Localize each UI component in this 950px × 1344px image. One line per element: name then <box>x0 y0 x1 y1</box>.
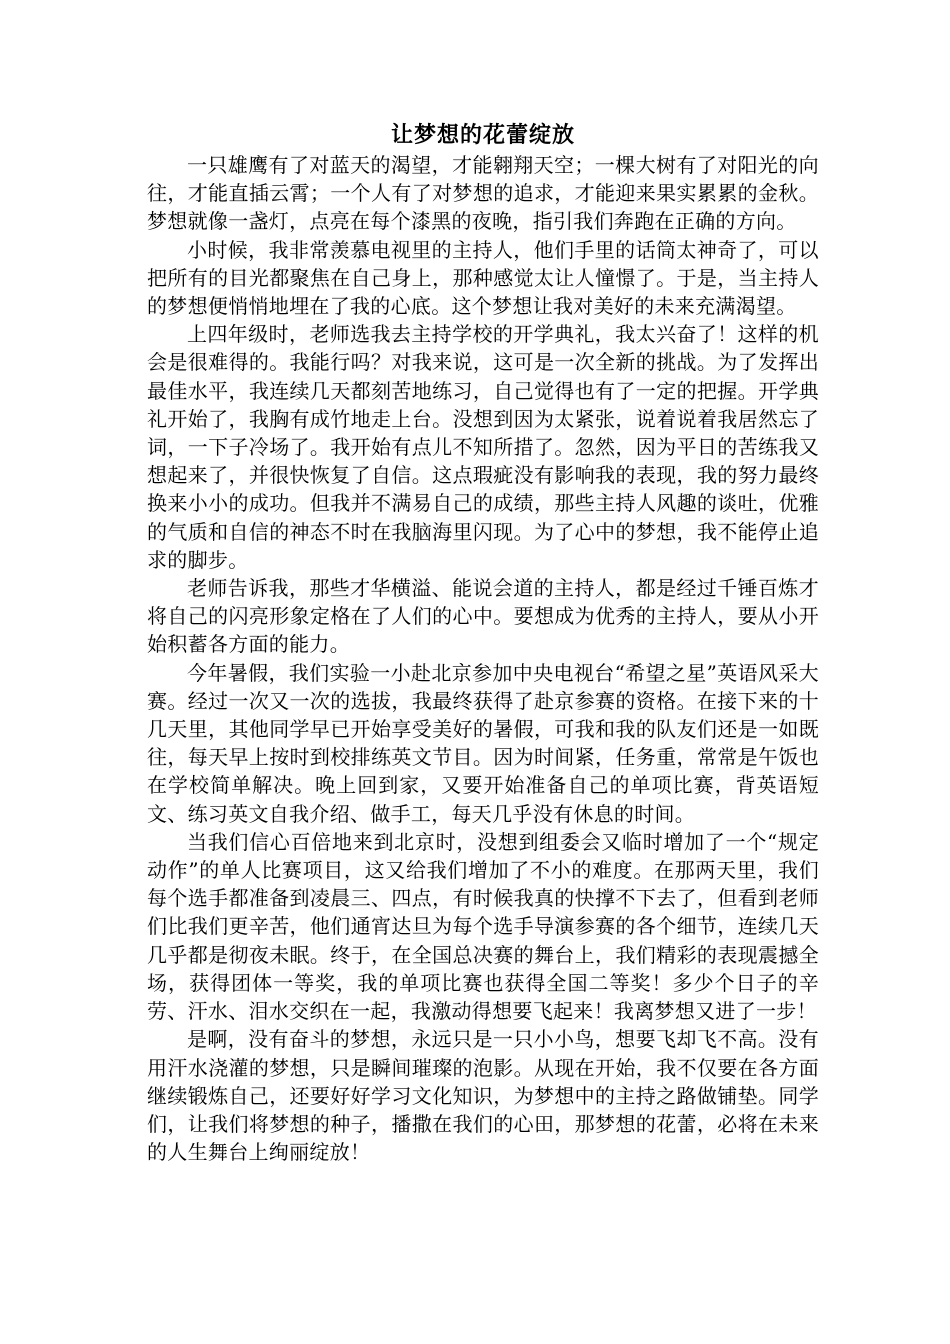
paragraph-1: 一只雄鹰有了对蓝天的渴望，才能翱翔天空；一棵大树有了对阳光的向往，才能直插云霄；一个人有了对梦想的追求，才能迎来果实累累的金秋。梦想就像一盏灯，点亮在每个漆黑的夜晚，指引我们奔跑在正确的方向。 <box>147 153 819 234</box>
document-body <box>147 121 819 1166</box>
paragraph-2: 小时候，我非常羡慕电视里的主持人，他们手里的话筒太神奇了，可以把所有的目光都聚焦在自己身上，那种感觉太让人憧憬了。于是，当主持人的梦想便悄悄地埋在了我的心底。这个梦想让我对美好的未来充满渴望。 <box>147 237 819 319</box>
paragraph-3: 上四年级时，老师选我去主持学校的开学典礼，我太兴奋了！这样的机会是很难得的。我能行吗？对我来说，这可是一次全新的挑战。为了发挥出最佳水平，我连续几天都刻苦地练习，自己觉得也有了一定的把握。开学典礼开始了，我胸有成竹地走上台。没想到因为太紧张，说着说着我居然忘了词，一下子冷场了。我开始有点儿不知所措了。忽然，因为平日的苦练我又想起来了，并很快恢复了自信。这点瑕疵没有影响我的表现，我的努力最终换来小小的成功。但我并不满易自己的成绩，那些主持人风趣的谈吐，优雅的气质和自信的神态不时在我脑海里闪现。为了心中的梦想，我不能停止追求的脚步。 <box>147 322 819 572</box>
paragraph-5: 今年暑假，我们实验一小赴北京参加中央电视台“希望之星”英语风采大赛。经过一次又一次的选拔，我最终获得了赴京参赛的资格。在接下来的十几天里，其他同学早已开始享受美好的暑假，可我和我的队友们还是一如既往，每天早上按时到校排练英文节目。因为时间紧，任务重，常常是午饭也在学校简单解决。晚上回到家，又要开始准备自己的单项比赛，背英语短文、练习英文自我介绍、做手工，每天几乎没有休息的时间。 <box>147 660 819 826</box>
paragraph-7: 是啊，没有奋斗的梦想，永远只是一只小小鸟，想要飞却飞不高。没有用汗水浇灌的梦想，只是瞬间璀璨的泡影。从现在开始，我不仅要在各方面继续锻炼自己，还要好好学习文化知识，为梦想中的主持之路做铺垫。同学们，让我们将梦想的种子，播撒在我们的心田，那梦想的花蕾，必将在未来的人生舞台上绚丽绽放！ <box>147 1027 819 1165</box>
paragraph-4: 老师告诉我，那些才华横溢、能说会道的主持人，都是经过千锤百炼才将自己的闪亮形象定格在了人们的心中。要想成为优秀的主持人，要从小开始积蓄各方面的能力。 <box>147 576 819 657</box>
paragraph-6: 当我们信心百倍地来到北京时，没想到组委会又临时增加了一个“规定动作”的单人比赛项目，这又给我们增加了不小的难度。在那两天里，我们每个选手都准备到凌晨三、四点，有时候我真的快撑不下去了，但看到老师们比我们更辛苦，他们通宵达旦为每个选手导演参赛的各个细节，连续几天几乎都是彻夜未眠。终于，在全国总决赛的舞台上，我们精彩的表现震撼全场，获得团体一等奖，我的单项比赛也获得全国二等奖！多少个日子的辛劳、汗水、泪水交织在一起，我激动得想要飞起来！我离梦想又进了一步！ <box>147 829 819 1024</box>
document-title: 让梦想的花蕾绽放 <box>390 123 575 148</box>
